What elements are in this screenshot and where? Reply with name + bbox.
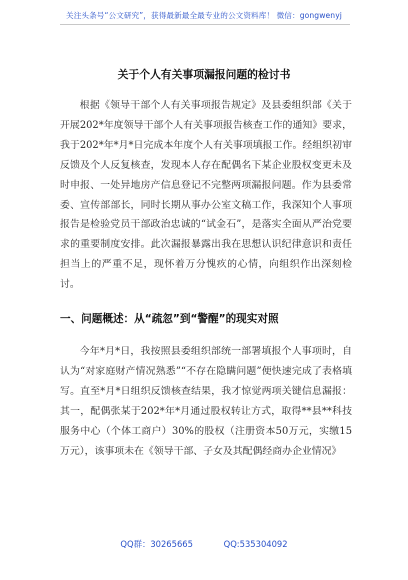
document-body: [60, 96, 352, 461]
header-banner: 关注头条号“公文研究”，获得最新最全最专业的公文资料库！ 微信：gongwenyj: [66, 11, 342, 20]
section-paragraph: 今年*月*日，我按照县委组织部统一部署填报个人事项时，自认为“对家庭财产情况熟悉”“不存在隐瞒问题”便快速完成了表格填写。直至*月*日组织反馈核查结果，我才惊觉两项关键信息漏报：其一，配偶张某于202*年*月通过股权转让方式，取得**县**科技服务中心（个体工商户）30%的股权（注册资本50万元，实缴15万元），该事项未在《领导干部、子女及其配偶经商办企业情况》: [60, 345, 352, 457]
document-title: 关于个人有关事项漏报问题的检讨书: [117, 68, 291, 81]
header-divider: [60, 24, 350, 25]
footer-qq-number: QQ:535304092: [223, 539, 288, 549]
footer-qq-group: QQ群：30265665: [120, 539, 193, 549]
section-heading: 一、问题概述：从“疏忽”到“警醒”的现实对照: [60, 313, 279, 326]
footer-contact: [0, 538, 408, 550]
intro-paragraph: 根据《领导干部个人有关事项报告规定》及县委组织部《关于开展202*年度领导干部个人有关事项报告核查工作的通知》要求，我于202*年*月*日完成本年度个人有关事项填报工作。经组织初审反馈及个人反复核查，发现本人存在配偶名下某企业股权变更未及时申报、一处异地房产信息登记不完整两项漏报问题。作为县委常委、宣传部部长，同时长期从事办公室文稿工作，我深知个人事项报告是检验党员干部政治忠诚的“试金石”，是落实全面从严治党要求的重要制度安排。此次漏报暴露出我在思想认识纪律意识和责任担当上的严重不足，现怀着万分愧疚的心情，向组织作出深刻检讨。: [60, 100, 352, 291]
